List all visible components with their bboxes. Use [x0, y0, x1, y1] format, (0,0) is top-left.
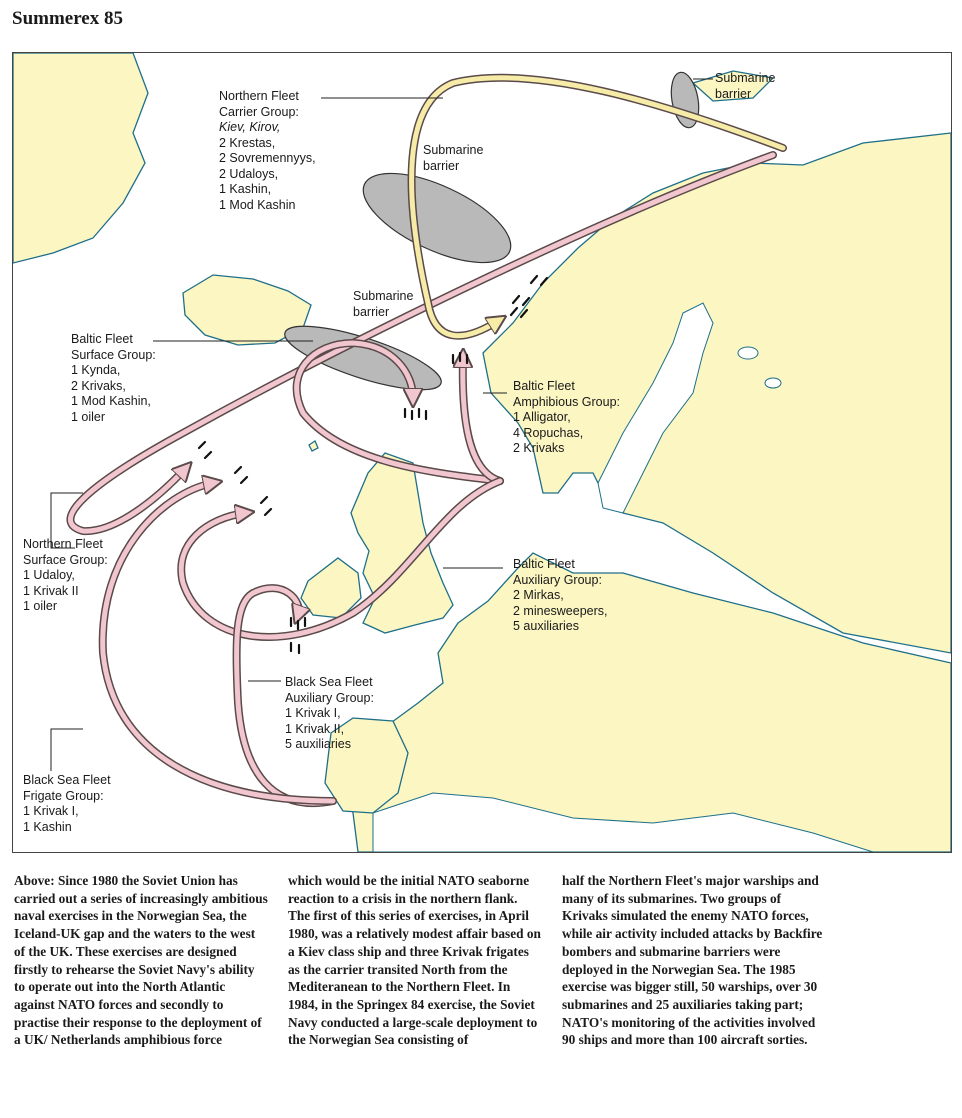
label-baltic-amphibious-group: [513, 379, 620, 457]
ticks-barrier: [405, 409, 426, 419]
label-line: 2 Mirkas,: [513, 588, 564, 602]
label-line: barrier: [353, 304, 390, 319]
leader-black-sea-frigate: [51, 729, 83, 771]
label-line: 1 Mod Kashin,: [71, 394, 151, 408]
label-line: 1 Kashin,: [219, 182, 272, 196]
label-line: Submarine: [715, 71, 776, 85]
label-line: 1 Krivak II,: [285, 721, 345, 736]
label-line: Auxiliary Group:: [513, 572, 602, 587]
label-line: 1 Krivak I,: [285, 706, 341, 720]
label-line: Amphibious Group:: [513, 394, 621, 409]
label-submarine-barrier-north: [715, 71, 775, 102]
lake: [765, 378, 781, 388]
caption-column-3: [562, 872, 824, 1049]
label-submarine-barrier-west: [353, 289, 413, 320]
caption-column-2: [288, 872, 542, 1049]
submarine-barrier-central: [351, 155, 523, 281]
page-title: Summerex 85: [12, 8, 123, 29]
label-line: Frigate Group:: [23, 788, 104, 803]
label-line: 1 oiler: [71, 409, 106, 424]
label-line: 1 Alligator,: [513, 410, 571, 424]
label-line: Baltic Fleet: [513, 379, 575, 393]
label-line: barrier: [715, 86, 752, 101]
label-line: 1 Udaloy,: [23, 568, 75, 582]
label-line: barrier: [423, 158, 460, 173]
greenland-land: [13, 53, 148, 263]
label-baltic-surface-group: [71, 332, 156, 425]
label-line: 4 Ropuchas,: [513, 425, 584, 440]
label-line: Baltic Fleet: [71, 332, 133, 346]
route-black-sea-frigate: [103, 483, 333, 801]
ticks-west: [199, 442, 271, 515]
label-line: 2 Udaloys,: [219, 166, 279, 181]
label-line: 1 oiler: [23, 599, 58, 613]
label-line: Northern Fleet: [219, 89, 299, 103]
exercise-map: [12, 52, 952, 853]
label-line: Surface Group:: [71, 347, 156, 362]
label-black-sea-frigate-group: [23, 773, 111, 835]
label-line: Submarine: [423, 143, 484, 157]
label-line: 2 Krivaks,: [71, 378, 126, 393]
label-line: 5 auxiliaries: [285, 737, 352, 751]
faroe-islands: [309, 441, 318, 451]
label-black-sea-auxiliary-group: [285, 675, 374, 753]
label-line: Baltic Fleet: [513, 557, 575, 571]
caption-column-1: [14, 872, 268, 1049]
label-line: 2 minesweepers,: [513, 603, 608, 618]
caption-text: which would be the initial NATO seaborne reaction to a crisis in the northern flank. The first of this series of exercises, in April 1980, was a relatively modest affair based on a Kiev class ship and three Krivak frigates as the carrier transited North from the Mediteranean to the Northern Fleet. In 1984, in the Springex 84 exercise, the Soviet Navy conducted a large-scale deployment to the Norwegian Sea consisting of: [288, 873, 541, 1048]
submarine-barrier-west: [279, 314, 447, 403]
caption-text: half the Northern Fleet's major warships and many of its submarines. Two groups of Krivaks simulated the enemy NATO forces, while air activity included attacks by Backfire bombers and submarine barriers were deployed in the Norwegian Sea. The 1985 exercise was bigger still, 50 warships, over 30 submarines and 25 auxiliaries taking part; NATO's monitoring of the activities involved 90 ships and more than 100 aircraft sorties.: [562, 873, 823, 1048]
label-line: Carrier Group:: [219, 104, 299, 119]
lake: [738, 347, 758, 359]
label-line: Submarine: [353, 289, 414, 303]
label-line: Auxiliary Group:: [285, 690, 374, 705]
label-line: Surface Group:: [23, 552, 108, 567]
label-line: Black Sea Fleet: [285, 675, 373, 689]
label-line: 1 Krivak II: [23, 583, 79, 598]
label-submarine-barrier-central: [423, 143, 483, 174]
label-line: 1 Kynda,: [71, 363, 121, 377]
label-line: Black Sea Fleet: [23, 773, 111, 787]
caption-text: Above: Since 1980 the Soviet Union has carried out a series of increasingly ambitious naval exercises in the Norwegian Sea, the Iceland-UK gap and the waters to the west of the UK. These exercises are designed firstly to rehearse the Soviet Navy's ability to operate out into the North Atlantic against NATO forces and secondly to practise their response to the deployment of a UK/ Netherlands amphibious force: [14, 873, 268, 1048]
label-northern-surface-group: [23, 537, 108, 615]
label-baltic-auxiliary-group: [513, 557, 608, 635]
label-line: 1 Krivak I,: [23, 804, 79, 818]
label-line: 5 auxiliaries: [513, 619, 580, 633]
label-line: 1 Mod Kashin: [219, 197, 296, 212]
label-line: 1 Kashin: [23, 819, 72, 834]
label-line-italic: Kiev, Kirov,: [219, 120, 281, 134]
label-line: 2 Krivaks: [513, 441, 565, 455]
label-line: 2 Sovremennyys,: [219, 151, 316, 165]
label-line: 2 Krestas,: [219, 135, 276, 150]
label-line: Northern Fleet: [23, 537, 103, 551]
label-northern-carrier-group: [219, 89, 316, 213]
